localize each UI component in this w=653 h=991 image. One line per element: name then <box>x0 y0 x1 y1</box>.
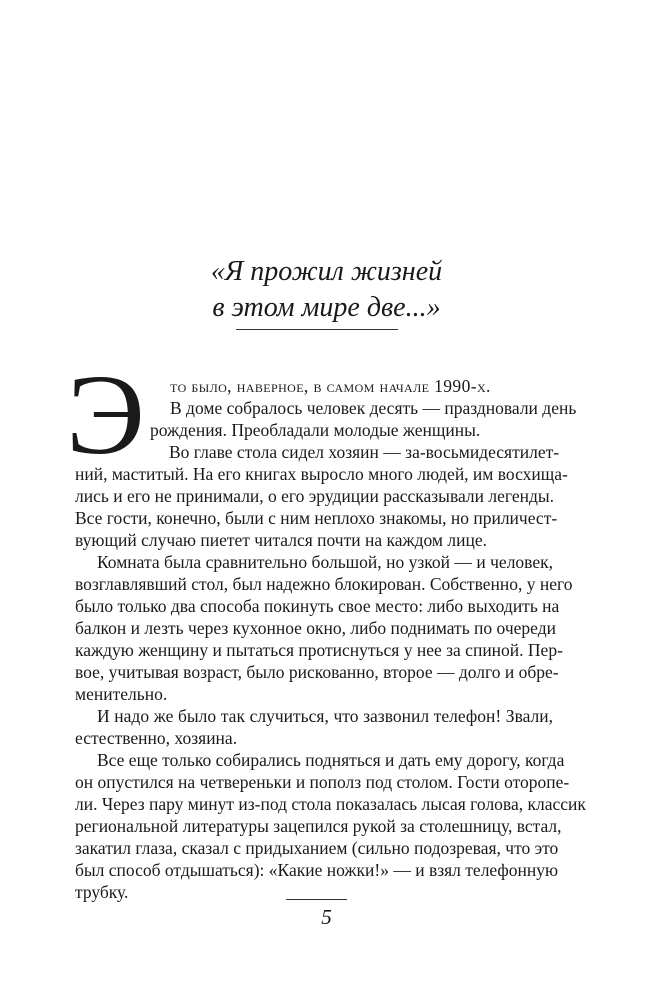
text-line: ли. Через пару минут из-под стола показалась лысая голова, классик <box>75 794 586 814</box>
chapter-title-line-2: в этом мире две...» <box>212 292 441 323</box>
folio-divider <box>286 899 347 900</box>
text-line: менительно. <box>75 684 168 704</box>
text-line: трубку. <box>75 882 129 902</box>
text-line: каждую женщину и пытаться протиснуться у нее за спиной. Пер- <box>75 640 563 660</box>
text-line: то было, наверное, в самом начале 1990-х. <box>170 376 491 396</box>
text-line: В доме собралось человек десять — праздновали день <box>170 398 577 418</box>
text-line: вое, учитывая возраст, было рискованно, второе — долго и обре- <box>75 662 559 682</box>
title-divider <box>236 329 398 330</box>
text-line: закатил глаза, сказал с придыханием (сильно подозревая, что это <box>75 838 559 858</box>
text-line: Все гости, конечно, были с ним неплохо знакомы, но приличест- <box>75 508 558 528</box>
text-line: региональной литературы зацепился рукой за столешницу, встал, <box>75 816 562 836</box>
text-line: Во главе стола сидел хозяин — за-восьмидесятилет- <box>169 442 560 462</box>
text-line: естественно, хозяина. <box>75 728 238 748</box>
text-line: рождения. Преобладали молодые женщины. <box>150 420 481 440</box>
text-line: лись и его не принимали, о его эрудиции рассказывали легенды. <box>75 486 554 506</box>
page-number: 5 <box>321 905 332 929</box>
text-line: Все еще только собирались подняться и дать ему дорогу, когда <box>97 750 565 770</box>
drop-cap: Э <box>66 351 146 478</box>
chapter-title-line-1: «Я прожил жизней <box>210 256 443 287</box>
text-line: И надо же было так случиться, что зазвонил телефон! Звали, <box>97 706 553 726</box>
text-line: балкон и лезть через кухонное окно, либо поднимать по очереди <box>75 618 556 638</box>
text-line: было только два способа покинуть свое место: либо выходить на <box>75 596 560 616</box>
text-line: вующий случаю пиетет читался почти на каждом лице. <box>75 530 487 550</box>
text-line: был способ отдышаться): «Какие ножки!» — и взял телефонную <box>75 860 559 880</box>
text-line: Комната была сравнительно большой, но узкой — и человек, <box>97 552 553 572</box>
text-line: он опустился на четвереньки и пополз под столом. Гости оторопе- <box>75 772 570 792</box>
text-line: ний, маститый. На его книгах выросло много людей, им восхища- <box>75 464 568 484</box>
text-line: возглавлявший стол, был надежно блокирован. Собственно, у него <box>75 574 573 594</box>
